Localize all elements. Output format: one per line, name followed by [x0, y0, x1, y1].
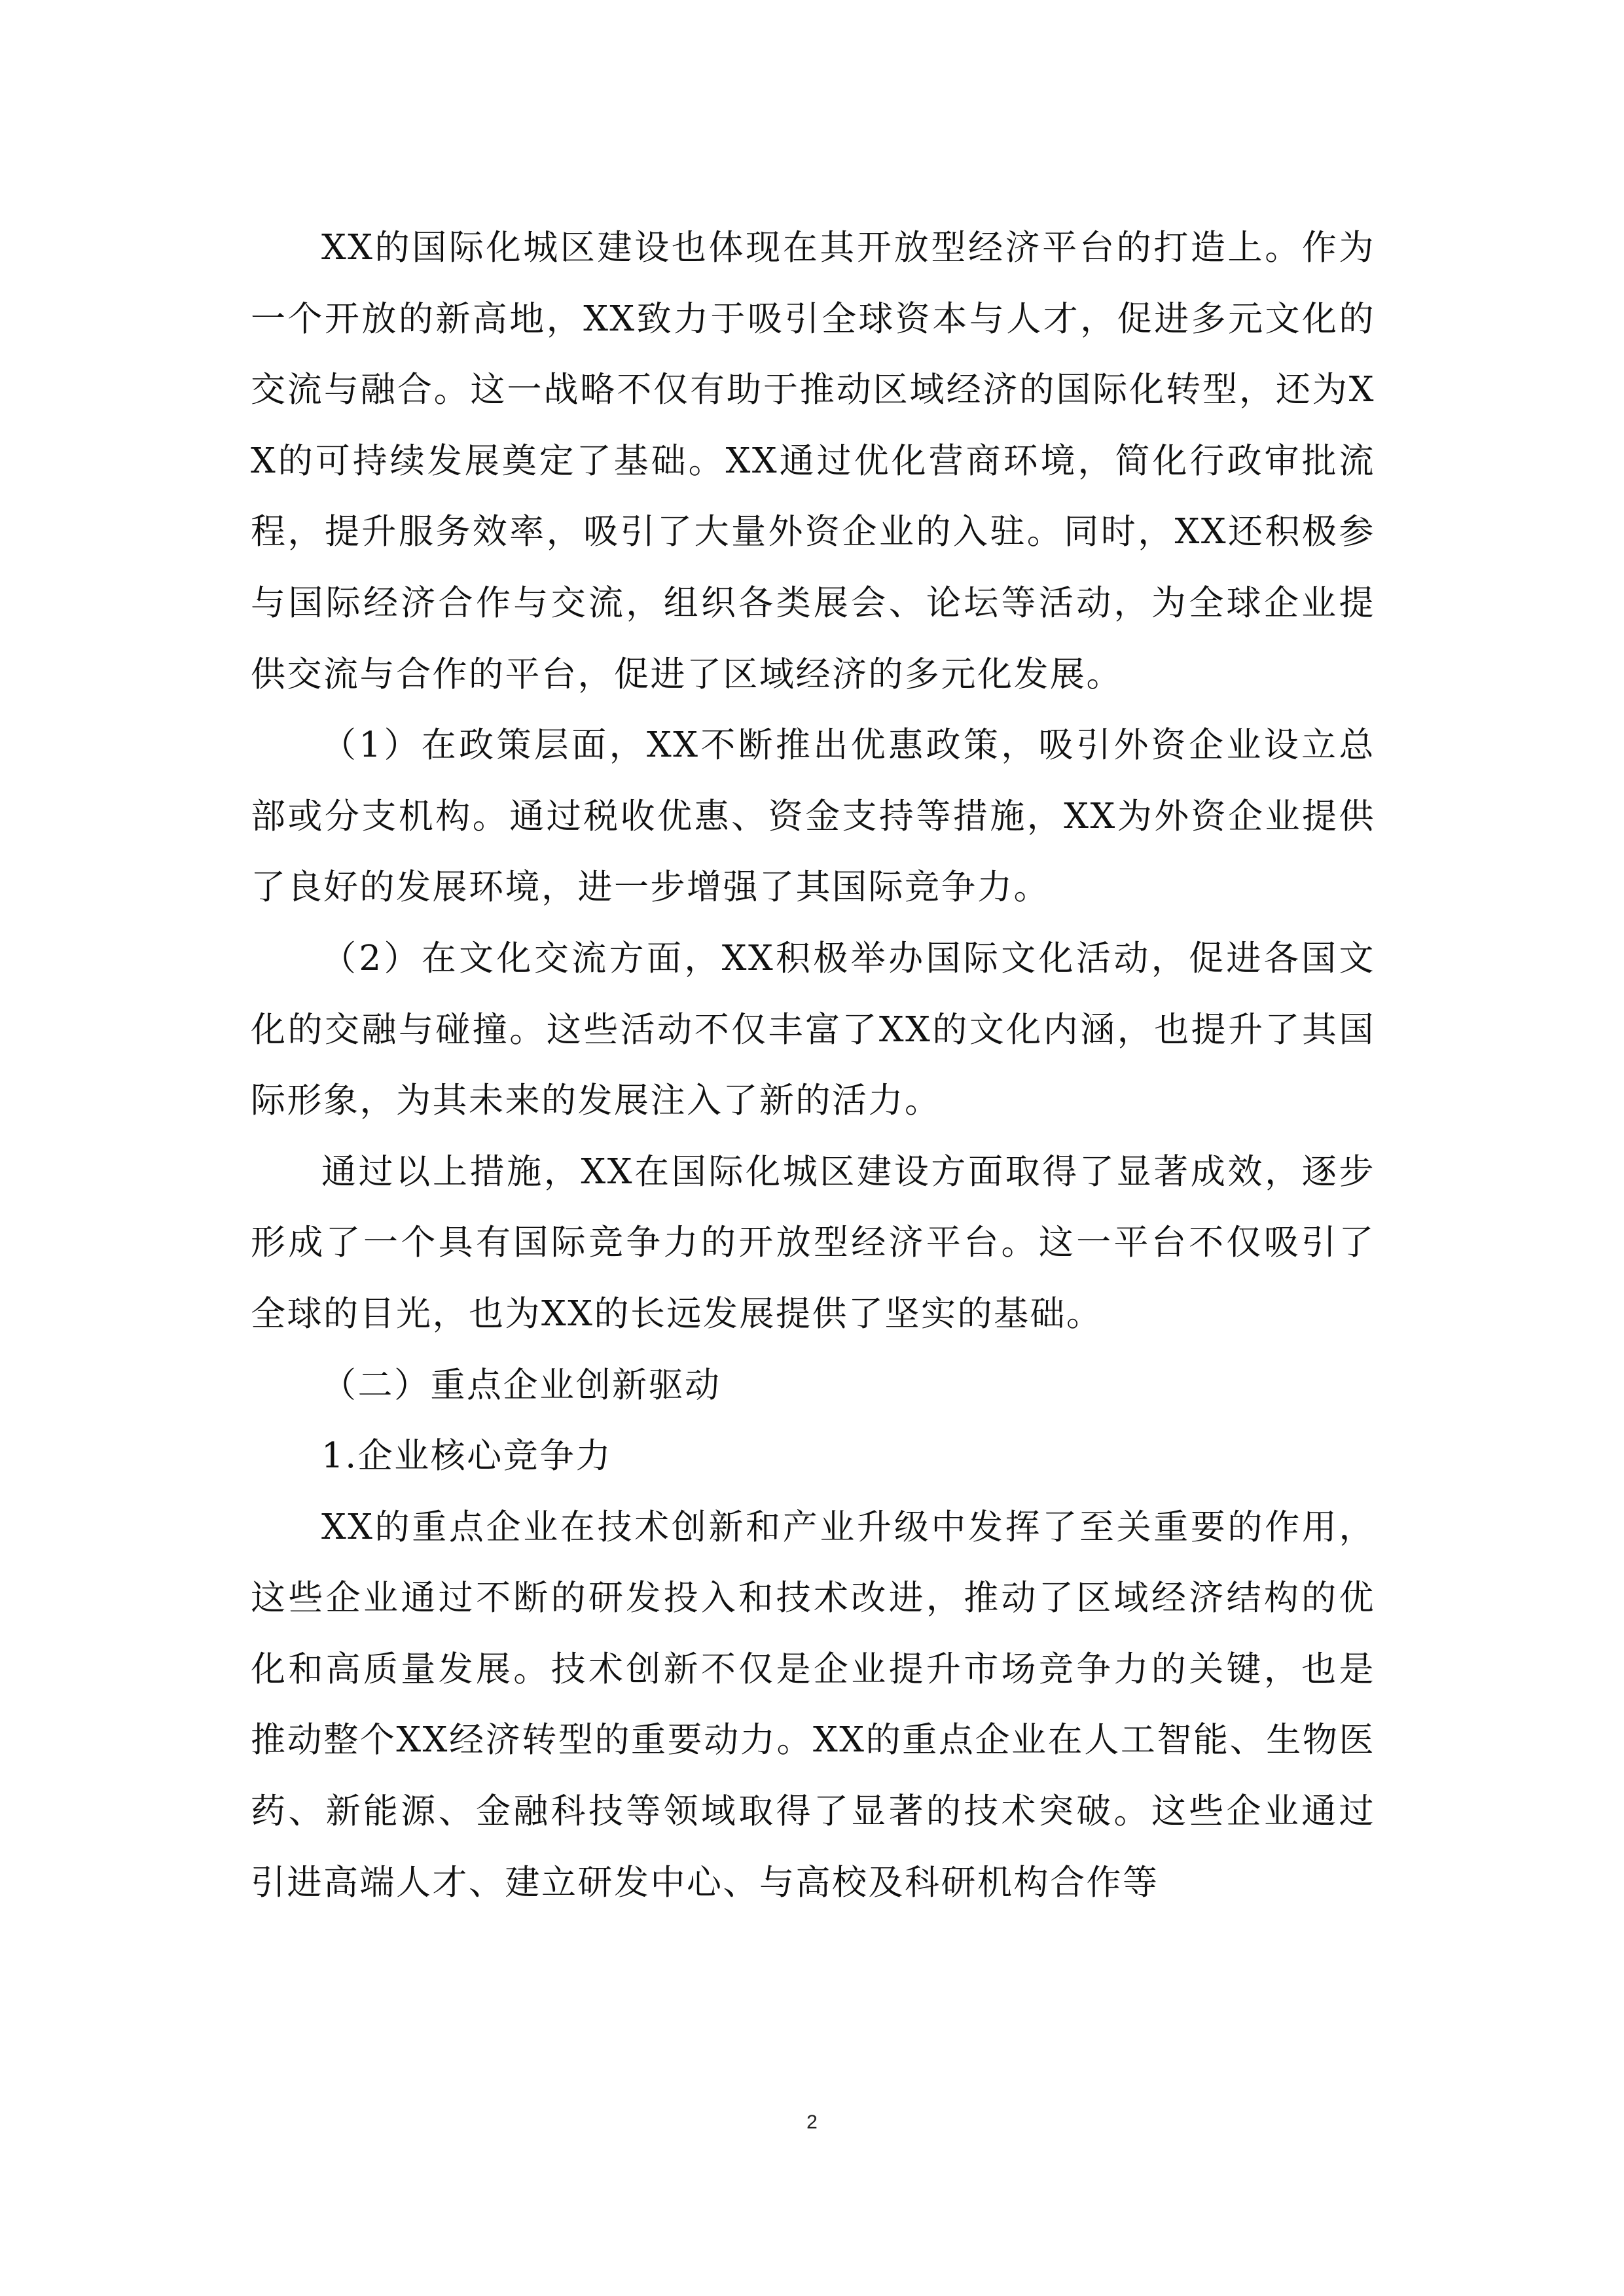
section-heading: （二）重点企业创新驱动 — [321, 1365, 721, 1405]
subsection-heading: 1.企业核心竞争力 — [321, 1436, 613, 1477]
paragraph-cultural-exchange: （2）在文化交流方面，XX积极举办国际文化活动，促进各国文化的交融与碰撞。这些活动不仅丰富了XX的文化内涵，也提升了其国际形象，为其未来的发展注入了新的活力。 — [251, 938, 1375, 1121]
paragraph-international-platform: XX的国际化城区建设也体现在其开放型经济平台的打造上。作为一个开放的新高地，XX致力于吸引全球资本与人才，促进多元文化的交流与融合。这一战略不仅有助于推动区域经济的国际化转型，还为XX的可持续发展奠定了基础。XX通过优化营商环境，简化行政审批流程，提升服务效率，吸引了大量外资企业的入驻。同时，XX还积极参与国际经济合作与交流，组织各类展会、论坛等活动，为全球企业提供交流与合作的平台，促进了区域经济的多元化发展。 — [251, 228, 1375, 694]
page-body — [251, 213, 1375, 1918]
paragraph-policy-level: （1）在政策层面，XX不断推出优惠政策，吸引外资企业设立总部或分支机构。通过税收优惠、资金支持等措施，XX为外资企业提供了良好的发展环境，进一步增强了其国际竞争力。 — [251, 725, 1375, 908]
page-number: 2 — [806, 2111, 818, 2133]
paragraph-summary: 通过以上措施，XX在国际化城区建设方面取得了显著成效，逐步形成了一个具有国际竞争力的开放型经济平台。这一平台不仅吸引了全球的目光，也为XX的长远发展提供了坚实的基础。 — [251, 1151, 1375, 1334]
paragraph-key-enterprises: XX的重点企业在技术创新和产业升级中发挥了至关重要的作用，这些企业通过不断的研发投入和技术改进，推动了区域经济结构的优化和高质量发展。技术创新不仅是企业提升市场竞争力的关键，也是推动整个XX经济转型的重要动力。XX的重点企业在人工智能、生物医药、新能源、金融科技等领域取得了显著的技术突破。这些企业通过引进高端人才、建立研发中心、与高校及科研机构合作等 — [251, 1507, 1375, 1903]
